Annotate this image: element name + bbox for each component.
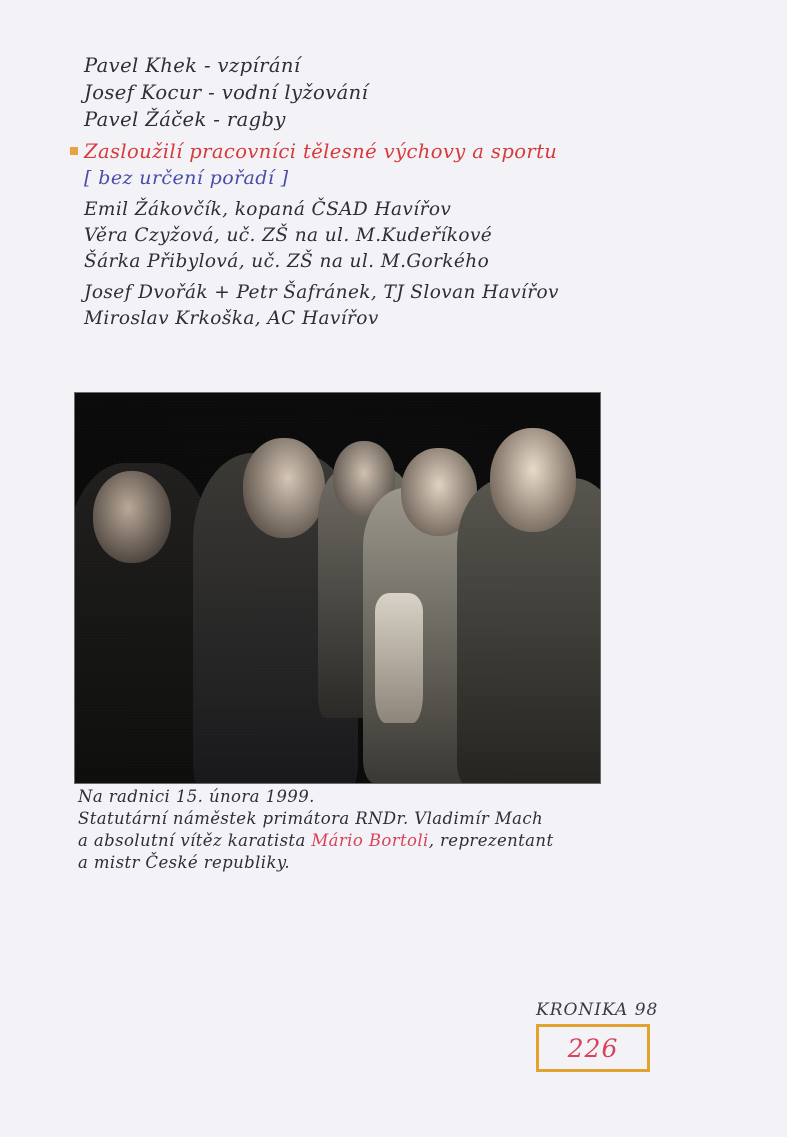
caption-line-2: Statutární náměstek primátora RNDr. Vladimír Mach bbox=[78, 809, 544, 828]
list-item: Miroslav Krkoška, AC Havířov bbox=[84, 308, 379, 329]
bullet-square-icon bbox=[70, 147, 78, 155]
page-footer bbox=[536, 1000, 676, 1072]
section-heading bbox=[84, 138, 724, 165]
caption-line-3-post: , reprezentant bbox=[428, 831, 554, 850]
caption-line-4: a mistr České republiky. bbox=[78, 853, 291, 872]
photograph-grain bbox=[75, 393, 600, 783]
page-number-box bbox=[536, 1024, 650, 1072]
caption-name-highlight: Mário Bortoli bbox=[311, 831, 429, 850]
section-heading-label: Zasloužilí pracovníci tělesné výchovy a sportu bbox=[84, 140, 558, 163]
handwritten-text-block bbox=[84, 52, 724, 332]
caption-line-1: Na radnici 15. února 1999. bbox=[78, 787, 315, 806]
photo-caption bbox=[78, 786, 698, 874]
list-item: Věra Czyžová, uč. ZŠ na ul. M.Kudeříkové bbox=[84, 225, 493, 246]
list-item: Šárka Přibylová, uč. ZŠ na ul. M.Gorkého bbox=[84, 251, 490, 272]
list-item: Pavel Žáček - ragby bbox=[84, 108, 286, 131]
caption-line-3 bbox=[78, 830, 698, 852]
caption-line-3-pre: a absolutní vítěz karatista bbox=[78, 831, 312, 850]
section-subheading: [ bez určení pořadí ] bbox=[84, 167, 289, 189]
list-item: Josef Dvořák + Petr Šafránek, TJ Slovan Havířov bbox=[84, 282, 559, 303]
list-item: Pavel Khek - vzpírání bbox=[84, 54, 301, 77]
chronicle-title: KRONIKA 98 bbox=[536, 1000, 659, 1020]
photograph-image bbox=[75, 393, 600, 783]
list-item: Josef Kocur - vodní lyžování bbox=[84, 81, 369, 104]
photograph bbox=[74, 392, 601, 784]
page-number: 226 bbox=[567, 1033, 619, 1063]
list-item: Emil Žákovčík, kopaná ČSAD Havířov bbox=[84, 199, 452, 220]
